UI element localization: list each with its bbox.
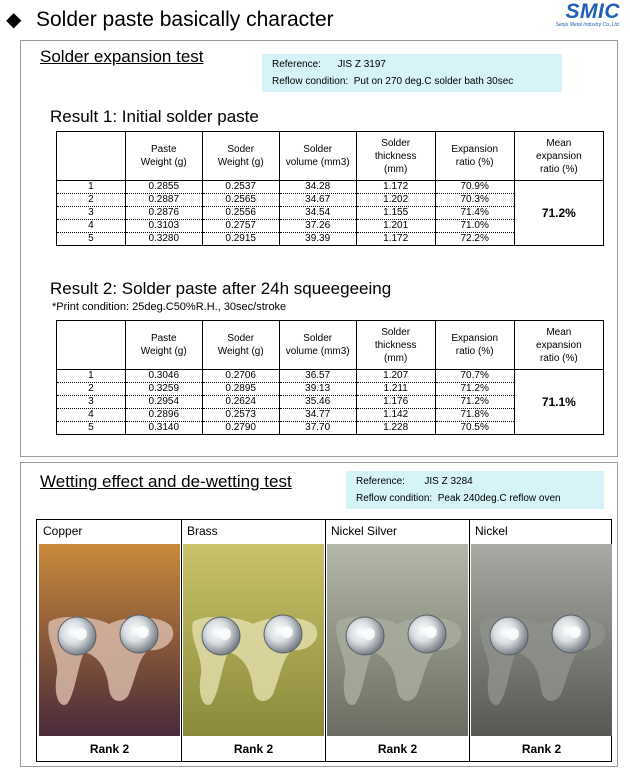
table-cell: 1.142 <box>356 409 435 422</box>
table-cell: 0.2855 <box>125 181 202 194</box>
table-cell: 70.9% <box>435 181 514 194</box>
table-cell: 0.2896 <box>125 409 202 422</box>
wetting-results-grid <box>36 519 612 762</box>
table-cell: 1.176 <box>356 396 435 409</box>
table-cell: 71.2% <box>435 383 514 396</box>
table-row <box>57 370 604 383</box>
table-cell: 70.5% <box>435 422 514 435</box>
table-cell: 0.3280 <box>125 233 202 246</box>
row-number: 1 <box>57 370 126 383</box>
column-header: Expansion ratio (%) <box>435 132 514 181</box>
table-cell: 71.2% <box>435 396 514 409</box>
diamond-bullet-icon: ◆ <box>6 9 22 31</box>
row-number: 2 <box>57 383 126 396</box>
sample-material-label: Brass <box>187 524 218 538</box>
column-header: Paste Weight (g) <box>125 132 202 181</box>
expansion-test-title: Solder expansion test <box>40 47 204 66</box>
row-number: 5 <box>57 233 126 246</box>
table-cell: 1.172 <box>356 181 435 194</box>
sample-material-label: Nickel <box>475 524 508 538</box>
table-cell: 39.39 <box>279 233 356 246</box>
table-cell: 0.2954 <box>125 396 202 409</box>
table-cell: 72.2% <box>435 233 514 246</box>
sample-rank: Rank 2 <box>89 742 130 756</box>
row-number: 4 <box>57 220 126 233</box>
page-header <box>0 0 630 40</box>
table-cell: 0.2915 <box>202 233 279 246</box>
table-cell: 0.2556 <box>202 207 279 220</box>
column-header: Soder Weight (g) <box>202 132 279 181</box>
column-header: Mean expansion ratio (%) <box>514 132 603 181</box>
result1-table <box>56 131 604 246</box>
sample-rank: Rank 2 <box>521 742 562 756</box>
table-cell: 0.2790 <box>202 422 279 435</box>
table-cell: 71.8% <box>435 409 514 422</box>
expansion-condition: Reflow condition: Put on 270 deg.C solder bath 30sec <box>272 76 514 87</box>
table-cell: 0.2876 <box>125 207 202 220</box>
header-blank-cell <box>57 321 126 370</box>
sample-photo <box>471 544 612 736</box>
table-cell: 34.54 <box>279 207 356 220</box>
wetting-condition: Reflow condition: Peak 240deg.C reflow oven <box>356 493 561 504</box>
table-cell: 70.7% <box>435 370 514 383</box>
table-cell: 1.172 <box>356 233 435 246</box>
smic-logo <box>556 1 620 28</box>
table-row <box>57 181 604 194</box>
table-cell: 1.228 <box>356 422 435 435</box>
mean-expansion-ratio: 71.2% <box>514 181 603 246</box>
sample-rank: Rank 2 <box>233 742 274 756</box>
column-header: Solder volume (mm3) <box>279 132 356 181</box>
table-cell: 0.2565 <box>202 194 279 207</box>
table-cell: 1.202 <box>356 194 435 207</box>
table-cell: 0.2706 <box>202 370 279 383</box>
column-header: Expansion ratio (%) <box>435 321 514 370</box>
column-header: Soder Weight (g) <box>202 321 279 370</box>
result2-table <box>56 320 604 435</box>
table-cell: 37.26 <box>279 220 356 233</box>
row-number: 5 <box>57 422 126 435</box>
result1-title: Result 1: Initial solder paste <box>50 107 259 126</box>
column-header: Paste Weight (g) <box>125 321 202 370</box>
table-cell: 39.13 <box>279 383 356 396</box>
sample-photo <box>183 544 324 736</box>
column-header: Solder volume (mm3) <box>279 321 356 370</box>
sample-rank: Rank 2 <box>377 742 418 756</box>
wetting-reference-box <box>346 471 604 509</box>
table-cell: 34.67 <box>279 194 356 207</box>
table-cell: 0.2624 <box>202 396 279 409</box>
table-cell: 1.211 <box>356 383 435 396</box>
row-number: 1 <box>57 181 126 194</box>
table-cell: 70.3% <box>435 194 514 207</box>
table-cell: 71.0% <box>435 220 514 233</box>
table-cell: 0.2757 <box>202 220 279 233</box>
wetting-reference: Reference: JIS Z 3284 <box>356 476 473 487</box>
table-cell: 36.57 <box>279 370 356 383</box>
table-cell: 0.2887 <box>125 194 202 207</box>
sample-photo <box>327 544 468 736</box>
wetting-sample-panel <box>469 520 614 761</box>
table-cell: 71.4% <box>435 207 514 220</box>
result2-print-condition: *Print condition: 25deg.C50%R.H., 30sec/stroke <box>52 301 287 313</box>
table-cell: 0.3046 <box>125 370 202 383</box>
logo-subtitle: Senju Metal Industry Co.,Ltd. <box>555 22 620 28</box>
table-cell: 0.3103 <box>125 220 202 233</box>
table-cell: 34.77 <box>279 409 356 422</box>
expansion-reference: Reference: JIS Z 3197 <box>272 59 386 70</box>
mean-expansion-ratio: 71.1% <box>514 370 603 435</box>
wetting-sample-panel <box>37 520 182 761</box>
row-number: 3 <box>57 396 126 409</box>
row-number: 3 <box>57 207 126 220</box>
result2-title: Result 2: Solder paste after 24h squeegeeing <box>50 279 392 298</box>
wetting-sample-panel <box>181 520 326 761</box>
row-number: 4 <box>57 409 126 422</box>
sample-photo <box>39 544 180 736</box>
table-cell: 0.2573 <box>202 409 279 422</box>
table-cell: 37.70 <box>279 422 356 435</box>
column-header: Solder thickness (mm) <box>356 132 435 181</box>
header-blank-cell <box>57 132 126 181</box>
table-cell: 0.2895 <box>202 383 279 396</box>
wetting-sample-panel <box>325 520 470 761</box>
table-cell: 0.3140 <box>125 422 202 435</box>
logo-mark: SMIC <box>565 0 620 23</box>
column-header: Mean expansion ratio (%) <box>514 321 603 370</box>
table-cell: 0.3259 <box>125 383 202 396</box>
table-cell: 1.155 <box>356 207 435 220</box>
table-cell: 34.28 <box>279 181 356 194</box>
sample-material-label: Nickel Silver <box>331 524 398 538</box>
table-cell: 1.207 <box>356 370 435 383</box>
table-cell: 1.201 <box>356 220 435 233</box>
table-cell: 0.2537 <box>202 181 279 194</box>
sample-material-label: Copper <box>43 524 83 538</box>
table-cell: 35.46 <box>279 396 356 409</box>
wetting-test-title: Wetting effect and de-wetting test <box>40 472 292 491</box>
expansion-reference-box <box>262 54 562 92</box>
column-header: Solder thickness (mm) <box>356 321 435 370</box>
page-title: Solder paste basically character <box>36 8 334 31</box>
row-number: 2 <box>57 194 126 207</box>
